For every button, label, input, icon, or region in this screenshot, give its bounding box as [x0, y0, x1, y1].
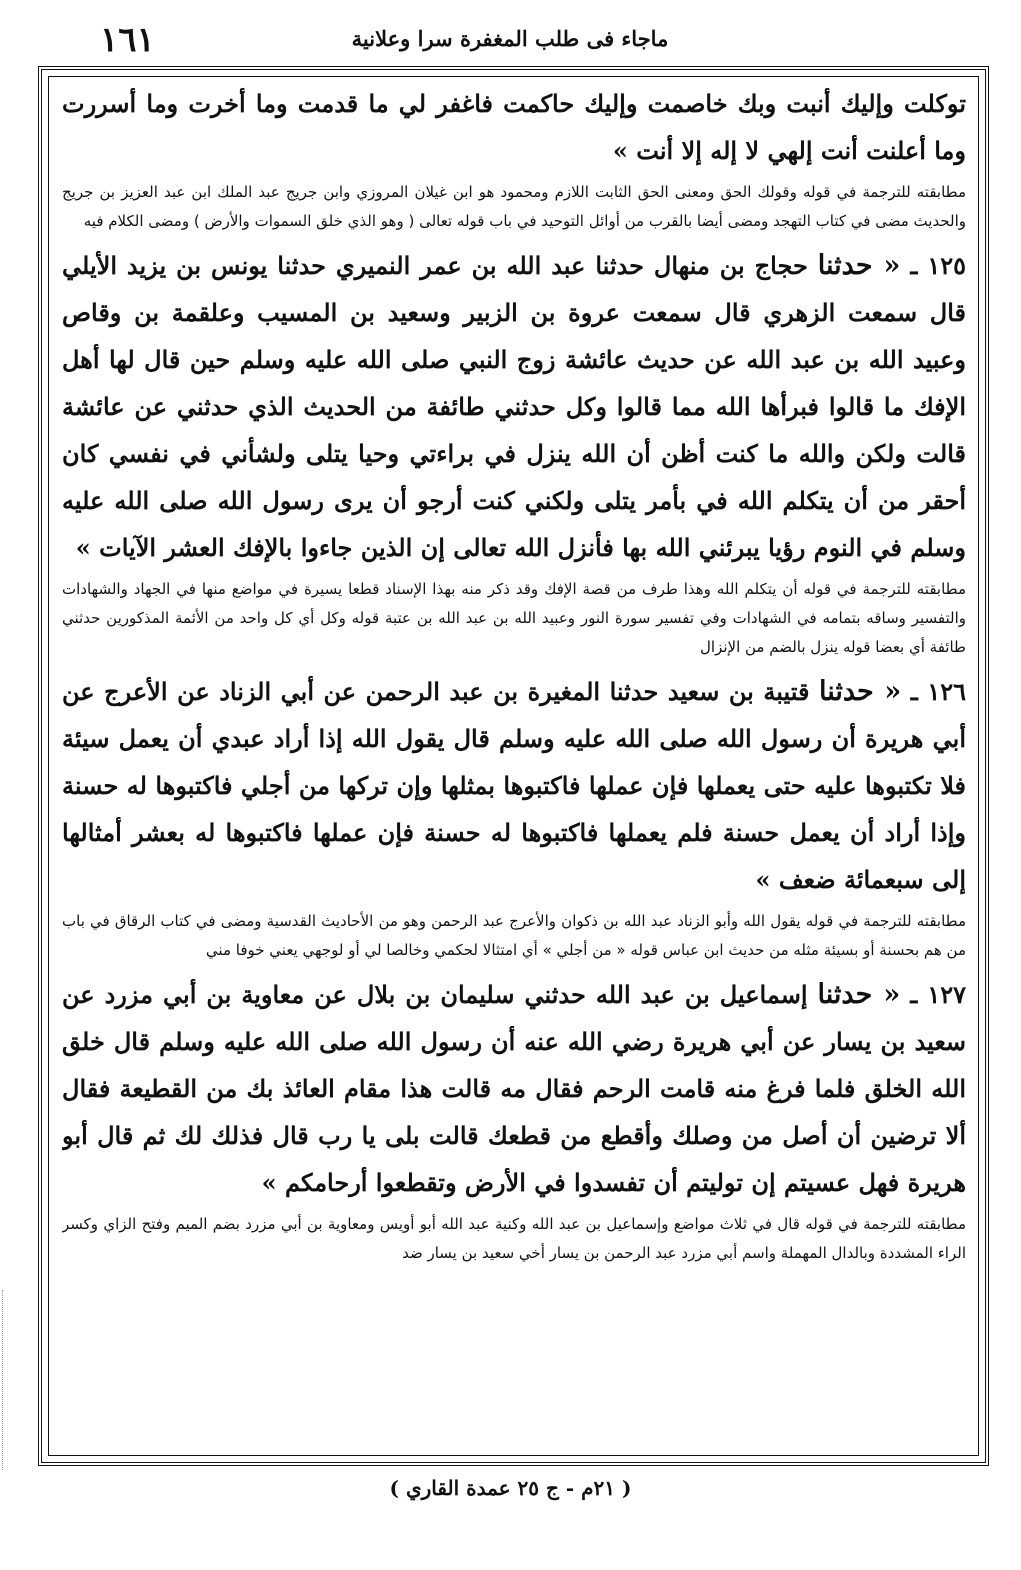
hadith-125 — [62, 242, 966, 571]
page-body — [62, 80, 966, 1452]
page-header — [60, 14, 960, 64]
hadith-label: « حدثنا — [817, 979, 901, 1010]
hadith-label: « حدثنا — [817, 250, 901, 281]
running-title: ماجاء فى طلب المغفرة سرا وعلانية — [351, 26, 669, 51]
page-footer-signature: ( ٢١م - ج ٢٥ عمدة القاري ) — [389, 1476, 632, 1500]
hadith-text: حجاج بن منهال حدثنا عبد الله بن عمر النميري حدثنا يونس بن يزيد الأيلي قال سمعت الزهري قال سمعت عروة بن الزبير وسعيد بن المسيب وعلقمة بن وقاص وعبيد الله بن عبد الله عن حديث عائشة زوج النبي صلى الله عليه وسلم حين قال لها أهل الإفك ما قالوا فبرأها الله مما قالوا وكل حدثني طائفة من الحديث الذي حدثني عن عائشة قالت ولكن والله ما كنت أظن أن الله ينزل في براءتي وحيا يتلى ولشأني في نفسي كان أحقر من أن يتكلم الله في بأمر يتلى ولكني كنت أرجو أن يرى رسول الله صلى الله عليه وسلم في النوم رؤيا يبرئني الله بها فأنزل الله تعالى إن الذين جاءوا بالإفك العشر الآيات » — [62, 251, 966, 562]
hadith-text: إسماعيل بن عبد الله حدثني سليمان بن بلال عن معاوية بن أبي مزرد عن سعيد بن يسار عن أبي هريرة رضي الله عنه أن رسول الله صلى الله عليه وسلم قال خلق الله الخلق فلما فرغ منه قامت الرحم فقال مه قالت هذا مقام العائذ بك من القطيعة فقال ألا ترضين أن أصل من وصلك وأقطع من قطعك قالت بلى يا رب قال فذلك لك ثم قال أبو هريرة فهل عسيتم إن توليتم أن تفسدوا في الأرض وتقطعوا أرحامكم » — [62, 980, 966, 1197]
hadith-126 — [62, 668, 966, 903]
commentary: مطابقته للترجمة في قوله أن يتكلم الله وهذا طرف من قصة الإفك وقد ذكر منه بهذا الإسناد قطعا يسيرة في مواضع منها في الجهاد والشهادات والتفسير وساقه بتمامه في الشهادات وفي تفسير سورة النور وعبيد الله بن عبد الله بن عتبة قوله وكل أي كل واحد من الأئمة المذكورين حدثني طائفة أي بعضا قوله ينزل بالضم من الإنزال — [62, 580, 966, 656]
commentary: مطابقته للترجمة في قوله يقول الله وأبو الزناد عبد الله بن ذكوان والأعرج عبد الرحمن وهو من الأحاديث القدسية ومضى في كتاب الرقاق في باب من هم بحسنة أو بسيئة مثله من حديث ابن عباس قوله « من أجلي » أي امتثالا لحكمي وخالصا لي أو لوجهي يعني خوفا مني — [62, 912, 966, 959]
page-number: ١٦١ — [100, 20, 155, 60]
hadith-text: توكلت وإليك أنبت وبك خاصمت وإليك حاكمت فاغفر لي ما قدمت وما أخرت وما أسررت وما أعلنت أنت إلهي لا إله إلا أنت » — [62, 89, 966, 165]
hadith-label: « حدثنا — [819, 676, 902, 707]
hadith-number: ١٢٦ ـ — [910, 677, 966, 706]
commentary: مطابقته للترجمة في قوله وقولك الحق ومعنى الحق الثابت اللازم ومحمود هو ابن غيلان المروزي وابن جريج عبد الملك ابن عبد العزيز بن جريج والحديث مضى في كتاب التهجد ومضى أيضا بالقرب من أوائل التوحيد في باب قوله تعالى ( وهو الذي خلق السموات والأرض ) ومضى الكلام فيه — [62, 183, 966, 230]
hadith-number: ١٢٥ ـ — [910, 251, 966, 280]
margin-mark — [2, 1290, 11, 1470]
hadith-127 — [62, 971, 966, 1206]
hadith-number: ١٢٧ ـ — [910, 980, 966, 1009]
hadith-text: قتيبة بن سعيد حدثنا المغيرة بن عبد الرحمن عن أبي الزناد عن الأعرج عن أبي هريرة أن رسول الله صلى الله عليه وسلم قال يقول الله إذا أراد عبدي أن يعمل سيئة فلا تكتبوها عليه حتى يعملها فإن عملها فاكتبوها بمثلها وإن تركها من أجلي فاكتبوها له حسنة وإذا أراد أن يعمل حسنة فلم يعملها فاكتبوها له حسنة فإن عملها فاكتبوها له بعشر أمثالها إلى سبعمائة ضعف » — [62, 677, 966, 894]
commentary: مطابقته للترجمة في قوله قال في ثلاث مواضع وإسماعيل بن عبد الله وكنية عبد الله أبو أويس ومعاوية بن أبي مزرد بضم الميم وفتح الزاي وكسر الراء المشددة وبالدال المهملة واسم أبي مزرد عبد الرحمن بن يسار أخي سعيد بن يسار ضد — [62, 1215, 966, 1262]
